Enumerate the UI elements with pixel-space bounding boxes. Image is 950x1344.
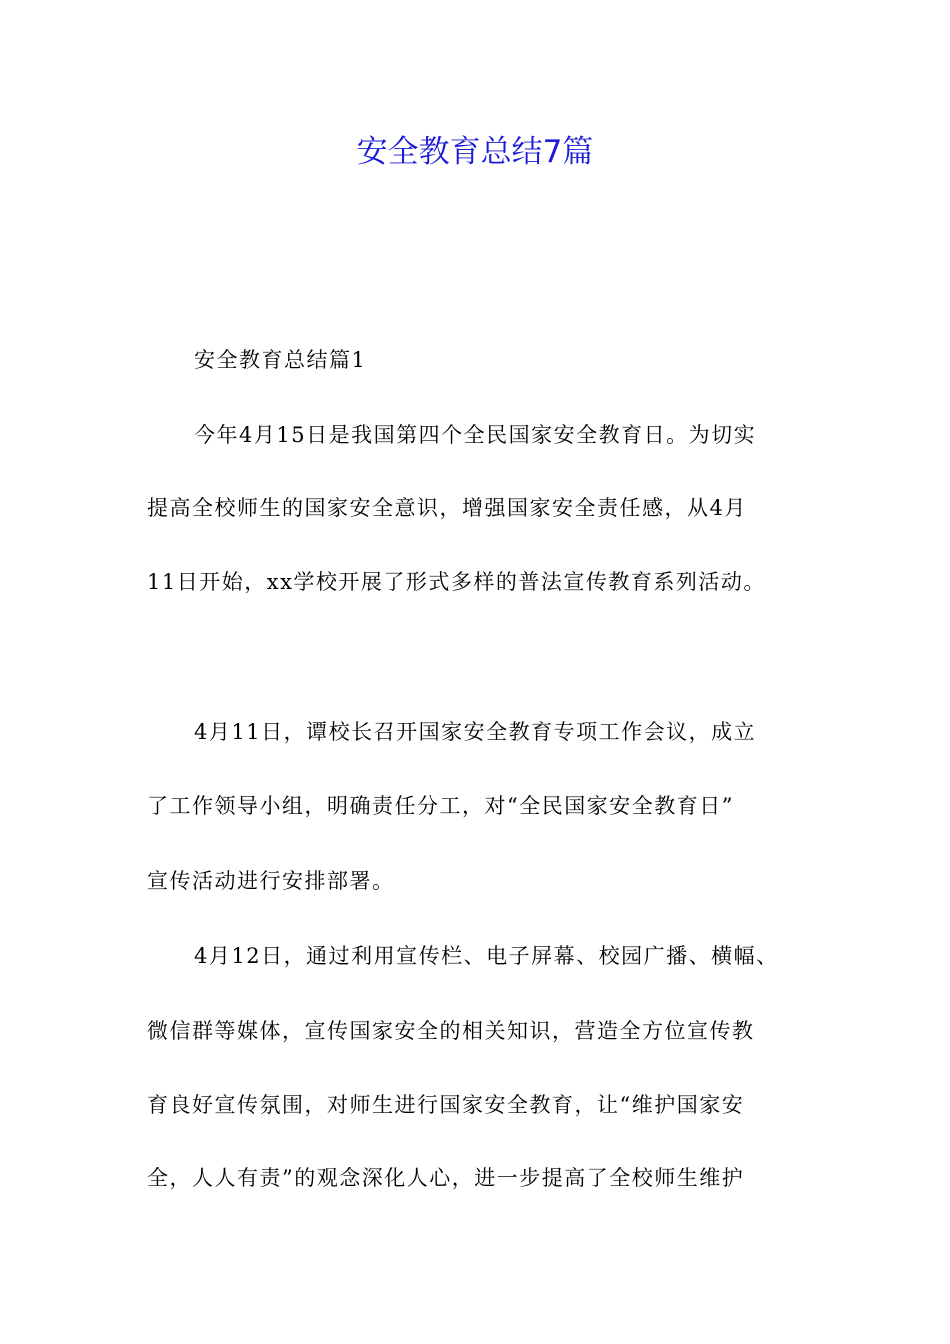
paragraph-line: 今年4月15日是我国第四个全民国家安全教育日。为切实	[194, 423, 757, 447]
paragraph-line: 4月12日，通过利用宣传栏、电子屏幕、校园广播、横幅、	[194, 944, 779, 968]
paragraph-line: 育良好宣传氛围，对师生进行国家安全教育，让“维护国家安	[147, 1093, 745, 1117]
paragraph-line: 宣传活动进行安排部署。	[147, 869, 395, 893]
section-heading: 安全教育总结篇1	[194, 348, 367, 372]
paragraph-line: 全，人人有责”的观念深化人心，进一步提高了全校师生维护	[147, 1166, 745, 1190]
paragraph-line: 11日开始，xx学校开展了形式多样的普法宣传教育系列活动。	[147, 570, 766, 594]
paragraph-line: 4月11日，谭校长召开国家安全教育专项工作会议，成立	[194, 720, 757, 744]
paragraph-line: 微信群等媒体，宣传国家安全的相关知识，营造全方位宣传教	[147, 1019, 755, 1043]
paragraph-line: 了工作领导小组，明确责任分工，对“全民国家安全教育日”	[147, 794, 734, 818]
document-title: 安全教育总结7篇	[356, 134, 594, 170]
paragraph-line: 提高全校师生的国家安全意识，增强国家安全责任感，从4月	[147, 496, 747, 520]
